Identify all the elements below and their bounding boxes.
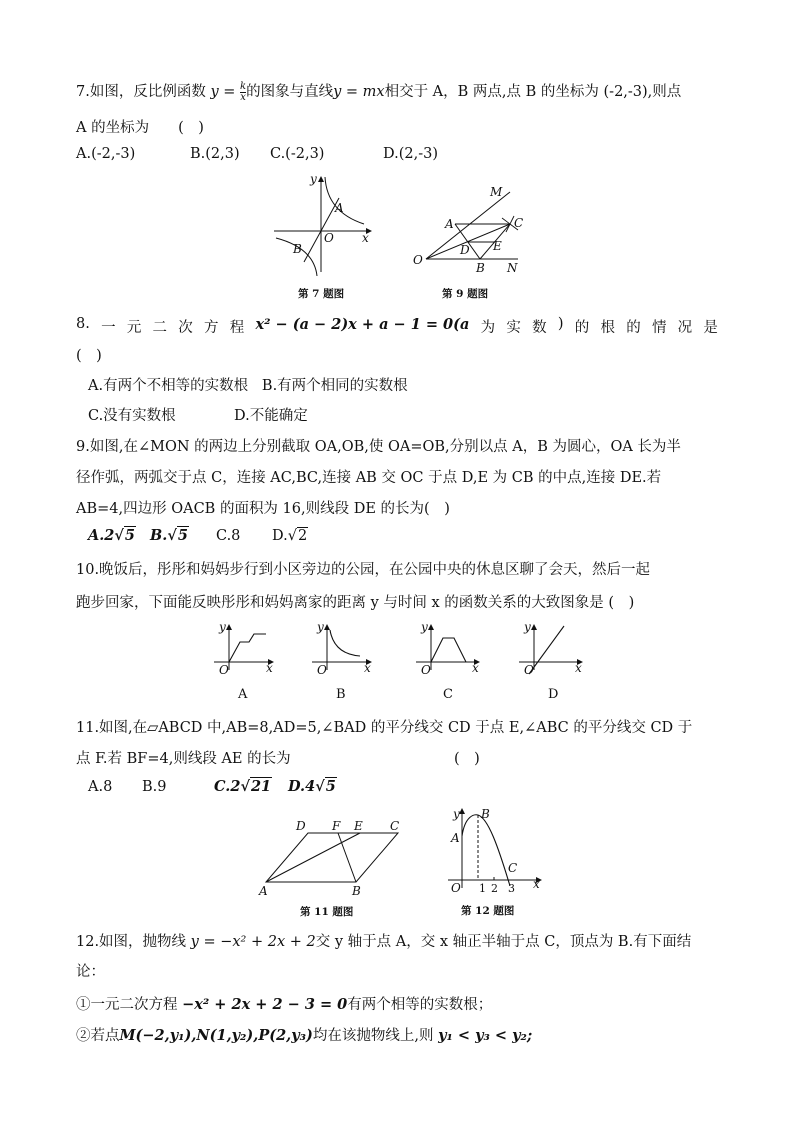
fig7-hyperbola-upper <box>325 177 364 224</box>
q8-char: 方 <box>204 320 219 336</box>
q10c-option-letter: C <box>443 687 453 702</box>
fig12-y-arrow <box>459 808 465 814</box>
q10c-y-arrow <box>428 624 434 630</box>
q8-char: 次 <box>178 320 193 336</box>
q10-graph-a <box>210 620 280 705</box>
fig12-tick-label-1: 1 <box>479 882 486 895</box>
q10b-y-arrow <box>324 624 330 630</box>
q12-c1-equation: −x² + 2x + 2 − 3 = 0 <box>182 996 348 1013</box>
q10a-label-o: O <box>219 663 229 677</box>
q12-equation: y = −x² + 2x + 2 <box>190 934 316 950</box>
q12-c1-suffix: 有两个相等的实数根； <box>347 997 493 1013</box>
q10-line1: 10.晚饭后，彤彤和妈妈步行到小区旁边的公园，在公园中央的休息区聊了会天，然后一起 <box>76 562 651 578</box>
q7-line2: A 的坐标为 ( ) <box>76 120 204 136</box>
q10c-curve <box>431 638 466 662</box>
fig7-label-y: y <box>310 172 317 186</box>
fig9-label-c: C <box>514 216 524 230</box>
figure-11 <box>256 818 416 920</box>
fig9-label-e: E <box>493 239 502 253</box>
q7-option-a: A.(-2,-3) <box>76 146 136 162</box>
q11-opt-d-root: 5 <box>325 778 336 795</box>
fig7-label-b: B <box>293 242 302 256</box>
q9-opt-a-text: A.2 <box>88 527 115 544</box>
fig7-label-x: x <box>362 231 369 245</box>
q8-line1 <box>76 316 718 337</box>
q10d-option-letter: D <box>548 687 559 702</box>
q8-option-b: B.有两个相同的实数根 <box>261 378 408 394</box>
q8-char: 为 <box>480 320 496 336</box>
q12-c2-mid: 均在该抛物线上,则 <box>312 1028 434 1044</box>
q12-text-prefix: 12.如图，抛物线 <box>76 934 187 950</box>
fig12-parabola <box>462 815 510 886</box>
fig9-label-a: A <box>445 217 454 231</box>
q10a-option-letter: A <box>238 687 248 702</box>
q10-graph-c <box>412 620 487 705</box>
q9-line2: 径作弧，两弧交于点 C，连接 AC,BC,连接 AB 交 OC 于点 D,E 为 CB 的中点,连接 DE.若 <box>76 470 662 486</box>
q12-line2: 论： <box>76 964 105 980</box>
q8-equation: x² − (a − 2)x + a − 1 = 0(a <box>255 316 470 333</box>
q11-option-b: B.9 <box>142 779 167 795</box>
figure-12 <box>440 802 560 920</box>
q8-line2: ( ) <box>76 348 102 364</box>
fig12-label-o: O <box>451 881 461 895</box>
q10d-label-o: O <box>524 663 534 677</box>
q11-opt-c-text: C.2 <box>214 778 241 795</box>
q7-eq2: y = mx <box>333 84 385 100</box>
figure-9 <box>410 184 530 304</box>
q8-char: 一 <box>101 320 116 336</box>
q11-opt-c-root: 21 <box>250 778 272 795</box>
q8-char: 实 <box>506 320 521 336</box>
q10b-label-y: y <box>317 620 324 634</box>
q9-line1: 9.如图,在∠MON 的两边上分别截取 OA,OB,使 OA=OB,分别以点 A，B 为圆心，OA 长为半 <box>76 439 681 455</box>
fig9-label-b: B <box>476 261 485 275</box>
q10d-y-arrow <box>531 624 537 630</box>
fig11-label-c: C <box>390 819 400 833</box>
fig12-caption: 第 12 题图 <box>461 905 515 917</box>
q12-text-suffix: 交 y 轴于点 A，交 x 轴正半轴于点 C，顶点为 B.有下面结 <box>315 934 692 950</box>
fig12-tick-label-2: 2 <box>491 882 498 895</box>
q10a-y-arrow <box>226 624 232 630</box>
q8-char: 根 <box>600 320 615 336</box>
q8-option-c: C.没有实数根 <box>88 408 176 424</box>
q7-line1 <box>76 80 681 103</box>
q10c-label-o: O <box>421 663 431 677</box>
q8-options-ab <box>88 374 408 395</box>
q9-opt-b-text: B. <box>150 527 168 544</box>
fig11-caption: 第 11 题图 <box>300 906 354 918</box>
q7-option-b: B.(2,3) <box>190 146 240 162</box>
q8-char: 的 <box>626 320 641 336</box>
q12-c2-inequality: y₁ < y₃ < y₂; <box>438 1027 533 1044</box>
q12-c1-prefix: ①一元二次方程 <box>76 997 178 1013</box>
fig12-tick-label-3: 3 <box>508 882 515 895</box>
fig11-parallelogram <box>266 833 398 882</box>
q8-char: 是 <box>703 320 718 336</box>
q10c-label-x: x <box>472 661 479 675</box>
q11-options <box>88 778 337 795</box>
q11-option-d: D.4√5 <box>288 778 336 795</box>
q11-option-c: C.2√21 <box>214 778 272 795</box>
fig12-label-x: x <box>533 877 540 891</box>
q10a-label-y: y <box>219 620 226 634</box>
fig7-label-o: O <box>324 231 334 245</box>
q7-frac-den: x <box>240 91 246 103</box>
q9-options <box>88 527 308 544</box>
q11-line1: 11.如图,在▱ABCD 中,AB=8,AD=5,∠BAD 的平分线交 CD 于点 E,∠ABC 的平分线交 CD 于 <box>76 720 693 736</box>
q8-char: 数 <box>532 320 547 336</box>
q10-graph-d <box>515 620 590 705</box>
figure-7 <box>268 172 378 302</box>
q8-char: 的 <box>574 320 590 336</box>
fig11-label-a: A <box>259 884 268 898</box>
q10b-label-o: O <box>317 663 327 677</box>
q11-paren: ( ) <box>454 751 480 767</box>
q8-char: 程 <box>229 320 245 336</box>
q10c-label-y: y <box>421 620 428 634</box>
fig12-label-c: C <box>508 861 518 875</box>
q11-line2-text: 点 F.若 BF=4,则线段 AE 的长为 <box>76 751 291 767</box>
q9-option-c: C.8 <box>216 528 241 544</box>
q10b-curve <box>330 630 360 656</box>
q7-text: 7.如图，反比例函数 <box>76 84 206 100</box>
fig9-label-d: D <box>460 243 470 257</box>
fig11-label-e: E <box>354 819 363 833</box>
fig11-segment-bf <box>338 833 356 882</box>
fig7-caption: 第 7 题图 <box>298 288 345 300</box>
fig11-label-d: D <box>296 819 306 833</box>
q7-frac-num: k <box>240 80 247 92</box>
q8-char: 情 <box>651 320 667 336</box>
q11-option-a: A.8 <box>88 779 113 795</box>
q12-c2-points: M(−2,y₁),N(1,y₂),P(2,y₃) <box>119 1027 313 1044</box>
q9-opt-a-root: 5 <box>124 527 136 544</box>
q8-option-d: D.不能确定 <box>234 408 308 424</box>
q9-option-a: A.2√5 <box>88 527 136 544</box>
q10b-option-letter: B <box>336 687 346 702</box>
q7-eq-lhs: y = <box>210 84 236 100</box>
q7-options <box>76 146 438 162</box>
q7-option-d: D.(2,-3) <box>383 146 438 162</box>
fig11-segment-ae <box>266 833 360 882</box>
q9-opt-d-root: 2 <box>297 528 308 544</box>
fig9-label-o: O <box>413 253 423 267</box>
fig9-label-n: N <box>507 261 518 275</box>
q8-options-cd <box>88 404 308 425</box>
q8-char: 元 <box>126 320 142 336</box>
q12-c2-prefix: ②若点 <box>76 1028 120 1044</box>
q7-text-suffix: 相交于 A，B 两点,点 B 的坐标为 (-2,-3),则点 <box>384 84 682 100</box>
q7-text-mid: 的图象与直线 <box>246 84 334 100</box>
q7-option-c: C.(-2,3) <box>270 146 325 162</box>
q11-line2 <box>76 747 480 768</box>
fig12-label-a: A <box>451 831 460 845</box>
q10d-label-y: y <box>524 620 531 634</box>
q8-char: 8. <box>76 316 90 332</box>
q9-option-b: B.√5 <box>150 527 188 544</box>
q12-line1 <box>76 930 691 951</box>
fig9-label-m: M <box>490 185 503 199</box>
q11-opt-d-text: D.4 <box>288 778 316 795</box>
q10a-label-x: x <box>266 661 273 675</box>
q9-opt-b-root: 5 <box>177 527 188 544</box>
q9-option-d: D.√2 <box>272 528 308 544</box>
q8-option-a: A.有两个不相等的实数根 <box>88 378 249 394</box>
fig7-label-a: A <box>335 201 344 215</box>
q9-opt-d-text: D. <box>272 528 288 544</box>
fig11-label-f: F <box>332 819 341 833</box>
q10b-label-x: x <box>364 661 371 675</box>
fig12-label-b: B <box>481 807 490 821</box>
fig9-caption: 第 9 题图 <box>442 288 489 300</box>
q8-char: 况 <box>677 320 693 336</box>
q8-char: ) <box>557 316 564 332</box>
q12-conclusion-2 <box>76 1024 532 1045</box>
q9-line3: AB=4,四边形 OACB 的面积为 16,则线段 DE 的长为( ) <box>76 501 450 517</box>
q8-char: 二 <box>152 320 168 336</box>
q10a-curve <box>229 634 266 662</box>
q10-graph-b <box>308 620 378 705</box>
fig7-y-arrow <box>318 176 324 182</box>
q10-line2: 跑步回家，下面能反映彤彤和妈妈离家的距离 y 与时间 x 的函数关系的大致图象是 ( ) <box>76 595 635 611</box>
q12-conclusion-1 <box>76 993 492 1014</box>
q10d-label-x: x <box>575 661 582 675</box>
fig11-label-b: B <box>352 884 361 898</box>
fig12-label-y: y <box>453 807 460 821</box>
